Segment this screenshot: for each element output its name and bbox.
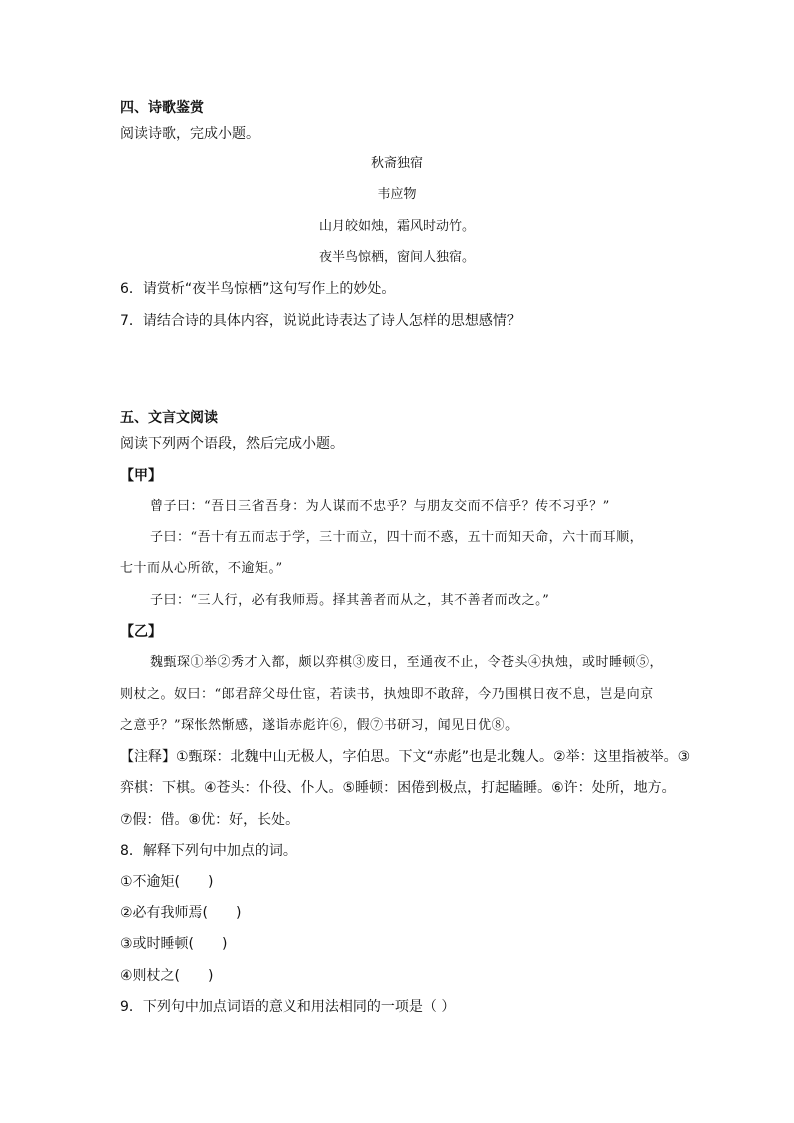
poem-line-2: 夜半鸟惊栖，窗间人独宿。 bbox=[318, 250, 475, 265]
passage-yi-line-3: 之意乎？”琛怅然惭感，遂诣赤彪许⑥，假⑦书研习，闻见日优⑧。 bbox=[120, 718, 519, 733]
question-6: 6．请赏析“夜半鸟惊栖”这句写作上的妙处。 bbox=[120, 281, 396, 297]
section4-heading: 四、诗歌鉴赏 bbox=[120, 100, 204, 116]
poem-author: 韦应物 bbox=[377, 187, 417, 202]
passage-jia-paragraph-2b: 七十而从心所欲，不逾矩。” bbox=[120, 561, 283, 576]
passage-jia-paragraph-2a: 子曰：“吾十有五而志于学，三十而立，四十而不惑，五十而知天命，六十而耳顺， bbox=[150, 530, 644, 545]
question-8-item-4: ④则杖之( ) bbox=[120, 968, 214, 984]
poem-line-1: 山月皎如烛，霜风时动竹。 bbox=[318, 219, 475, 234]
passage-jia-paragraph-3: 子曰：“三人行，必有我师焉。择其善者而从之，其不善者而改之。” bbox=[150, 593, 550, 608]
passage-jia-label: 【甲】 bbox=[120, 468, 162, 484]
question-8-item-2: ②必有我师焉( ) bbox=[120, 905, 242, 921]
passage-jia-paragraph-1: 曾子曰：“吾日三省吾身：为人谋而不忠乎？与朋友交而不信乎？传不习乎？” bbox=[150, 499, 610, 514]
poem-title: 秋斋独宿 bbox=[370, 156, 423, 171]
notes-line-1: 【注释】①甄琛：北魏中山无极人，字伯思。下文“赤彪”也是北魏人。②举：这里指被举。③ bbox=[120, 749, 691, 765]
question-8-item-1: ①不逾矩( ) bbox=[120, 874, 214, 890]
section5-instruction: 阅读下列两个语段，然后完成小题。 bbox=[120, 436, 344, 452]
passage-yi-line-2: 则杖之。奴曰：“郎君辞父母仕宦，若读书，执烛即不敢辞，今乃围棋日夜不息，岂是向京 bbox=[120, 687, 654, 702]
notes-line-2: 弈棋：下棋。④苍头：仆役、仆人。⑤睡顿：困倦到极点，打起瞌睡。⑥许：处所，地方。 bbox=[120, 780, 676, 796]
section4-instruction: 阅读诗歌，完成小题。 bbox=[120, 126, 260, 142]
question-8-item-3: ③或时睡顿( ) bbox=[120, 936, 228, 952]
notes-line-3: ⑦假：借。⑧优：好，长处。 bbox=[120, 812, 300, 828]
section5-heading: 五、文言文阅读 bbox=[120, 410, 218, 426]
passage-yi-label: 【乙】 bbox=[120, 624, 162, 640]
question-7: 7．请结合诗的具体内容，说说此诗表达了诗人怎样的思想感情？ bbox=[120, 313, 521, 329]
question-8: 8．解释下列句中加点的词。 bbox=[120, 843, 297, 859]
question-9: 9．下列句中加点词语的意义和用法相同的一项是（ ） bbox=[120, 999, 456, 1015]
passage-yi-line-1: 魏甄琛①举②秀才入都，颇以弈棋③废日，至通夜不止，令苍头④执烛，或时睡顿⑤， bbox=[150, 655, 664, 670]
